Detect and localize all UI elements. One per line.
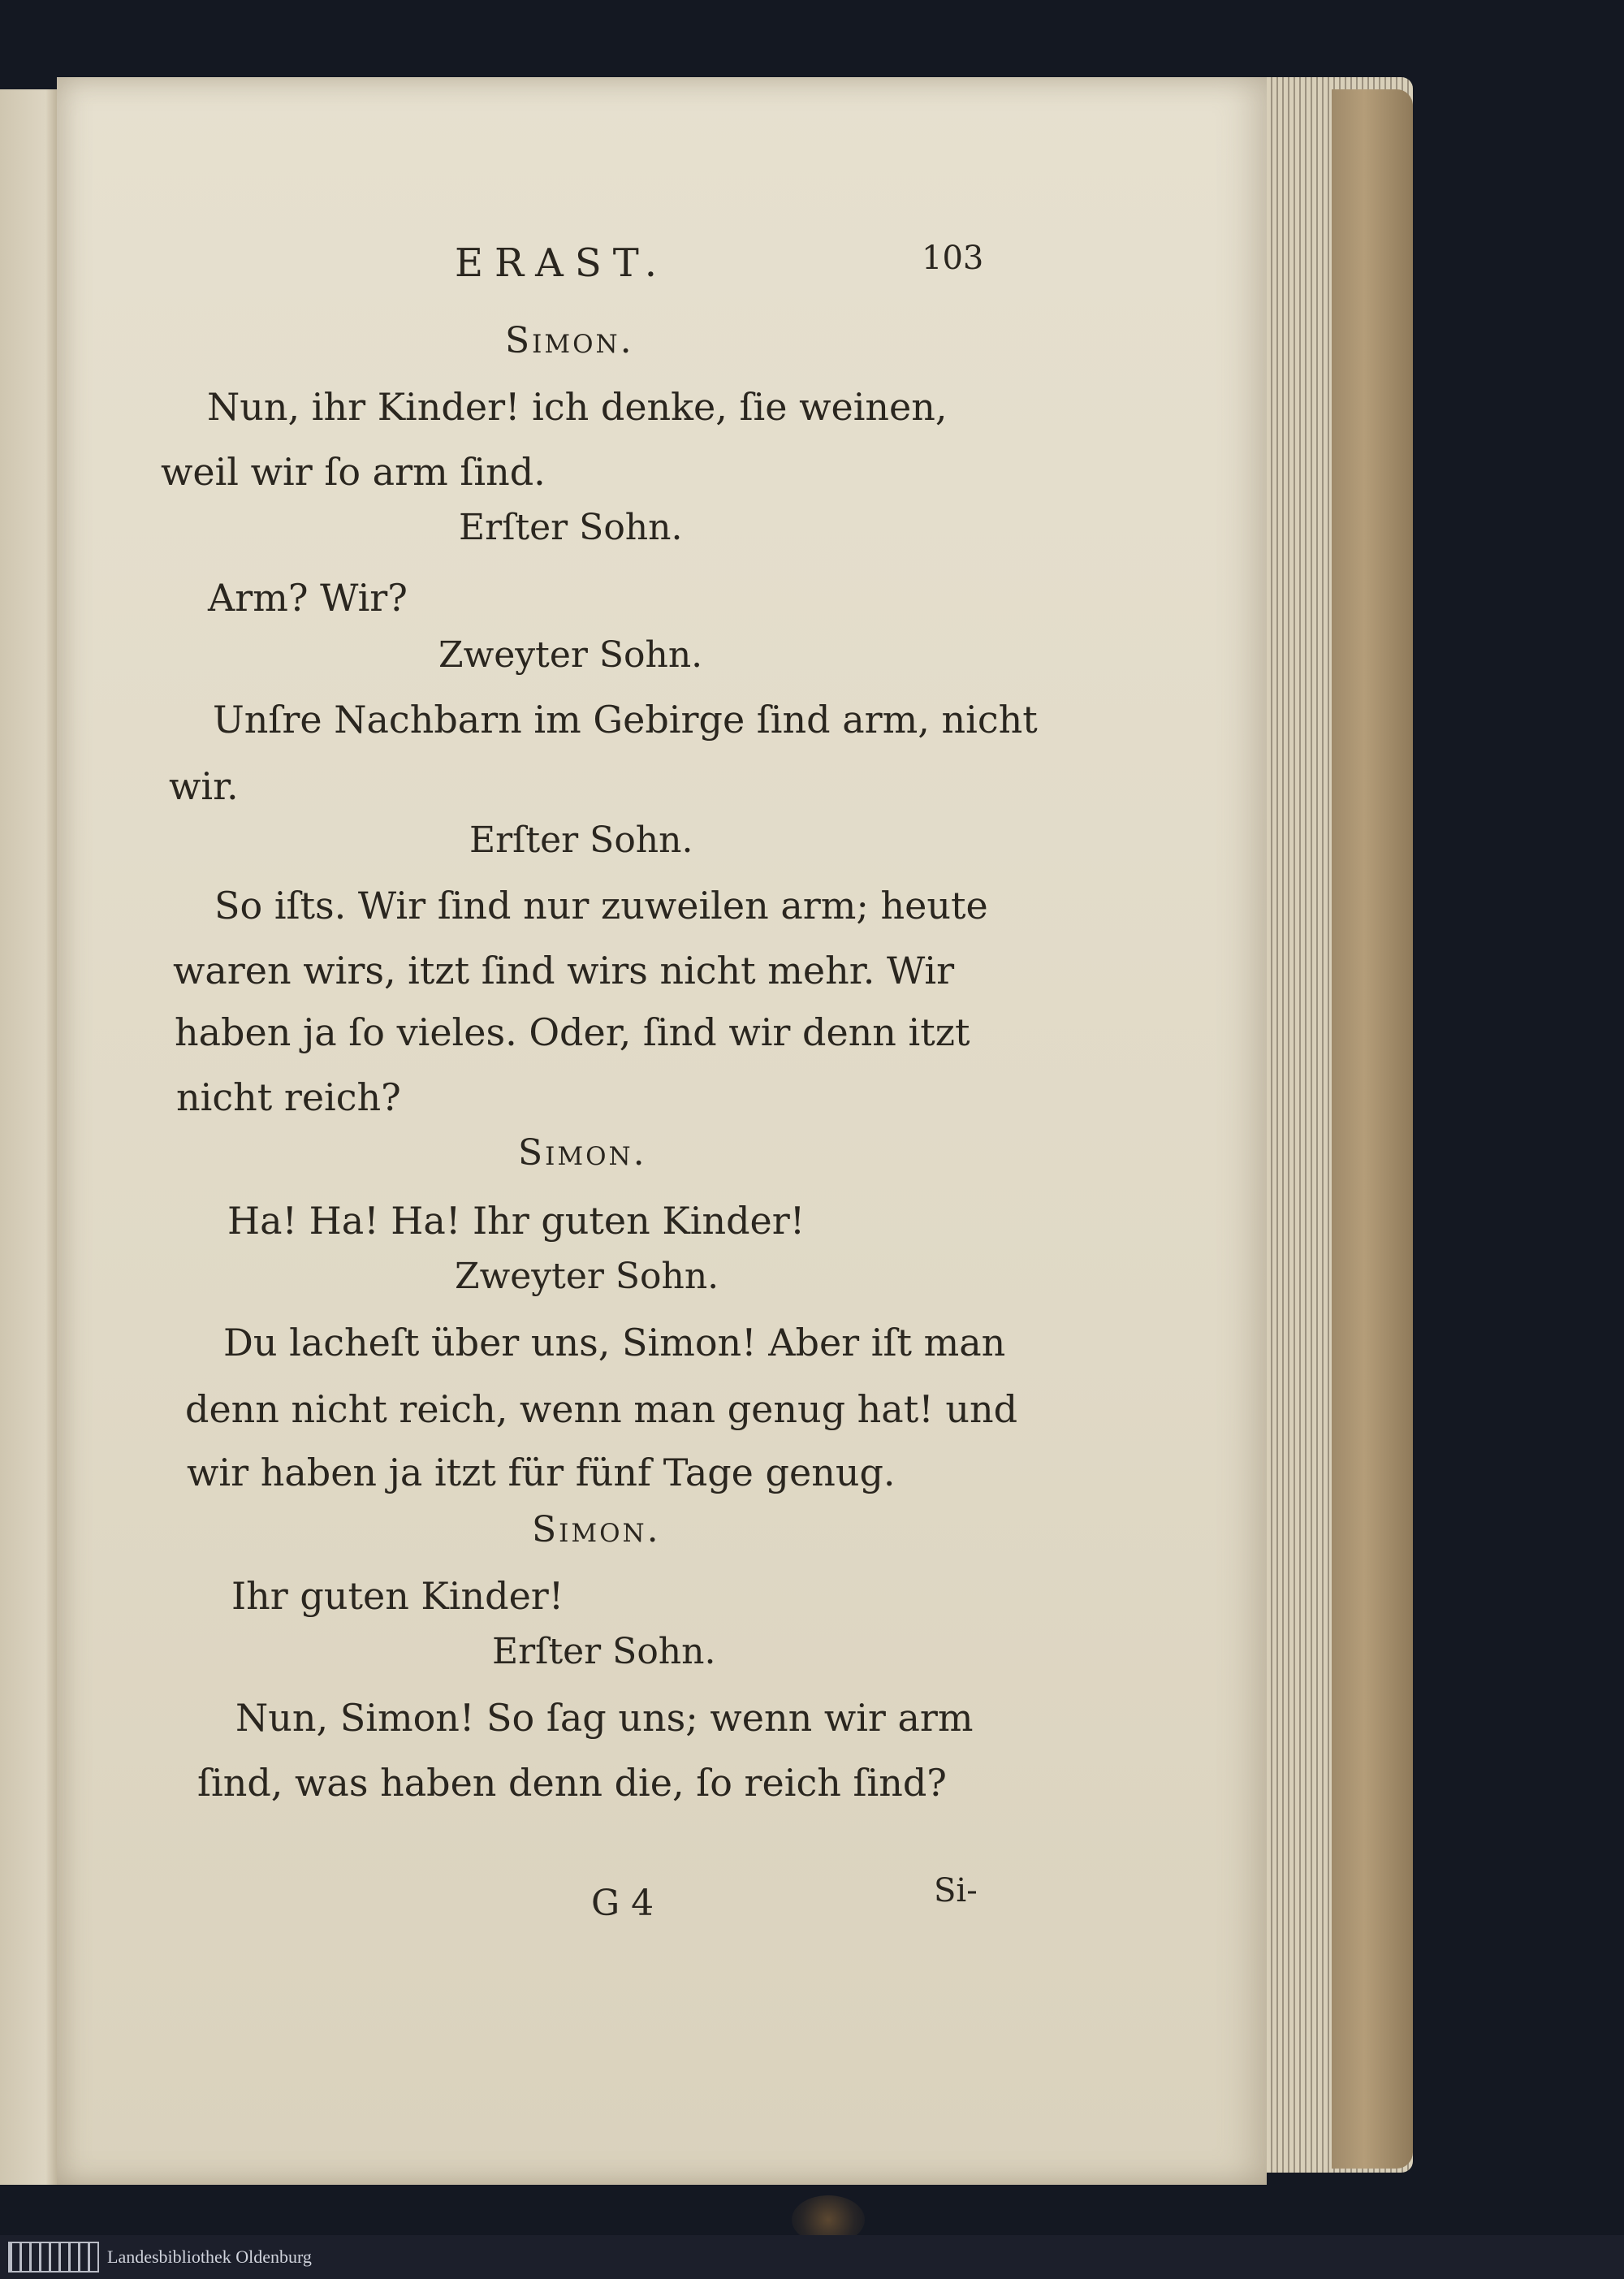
speaker-label: Zweyter Sohn. [438, 634, 703, 676]
running-title: ERAST. [455, 240, 668, 286]
speaker-label: Erſter Sohn. [459, 507, 683, 548]
text-line: ſind, was haben denn die, ſo reich ſind? [197, 1761, 947, 1805]
page-number: 103 [922, 240, 984, 277]
text-line: haben ja ſo vieles. Oder, ſind wir denn itzt [175, 1010, 970, 1054]
text-line: wir. [169, 764, 239, 808]
library-logo [8, 2242, 99, 2273]
text-line: wir haben ja itzt für fünf Tage genug. [187, 1451, 896, 1494]
text-line: So iſts. Wir ſind nur zuweilen arm; heute [214, 884, 988, 928]
speaker-label: Simon. [505, 320, 634, 361]
speaker-label: Erſter Sohn. [469, 819, 693, 861]
catchword: Si- [934, 1872, 978, 1909]
text-line: Ihr guten Kinder! [231, 1574, 564, 1618]
text-line: denn nicht reich, wenn man genug hat! und [185, 1387, 1018, 1431]
footer-bar [0, 2235, 1624, 2279]
text-line: weil wir ſo arm ſind. [161, 450, 546, 494]
text-line: Unſre Nachbarn im Gebirge ſind arm, nicht [213, 698, 1038, 742]
book-cover-edge [1332, 89, 1413, 2169]
text-line: Nun, Simon! So ſag uns; wenn wir arm [235, 1696, 974, 1740]
text-line: waren wirs, itzt ſind wirs nicht mehr. Wir [173, 949, 955, 992]
text-line: Ha! Ha! Ha! Ihr guten Kinder! [227, 1199, 806, 1243]
speaker-label: Zweyter Sohn. [455, 1256, 719, 1297]
speaker-label: Erſter Sohn. [492, 1631, 716, 1672]
left-page-edge [0, 89, 59, 2185]
text-line: nicht reich? [176, 1075, 401, 1119]
speaker-label: Simon. [532, 1509, 661, 1550]
signature-mark: G 4 [591, 1883, 654, 1924]
library-name: Landesbibliothek Oldenburg [107, 2247, 312, 2267]
text-line: Du lacheſt über uns, Simon! Aber iſt man [223, 1321, 1006, 1364]
speaker-label: Simon. [518, 1132, 647, 1174]
text-line: Arm? Wir? [208, 576, 408, 620]
text-line: Nun, ihr Kinder! ich denke, ſie weinen, [207, 385, 948, 429]
